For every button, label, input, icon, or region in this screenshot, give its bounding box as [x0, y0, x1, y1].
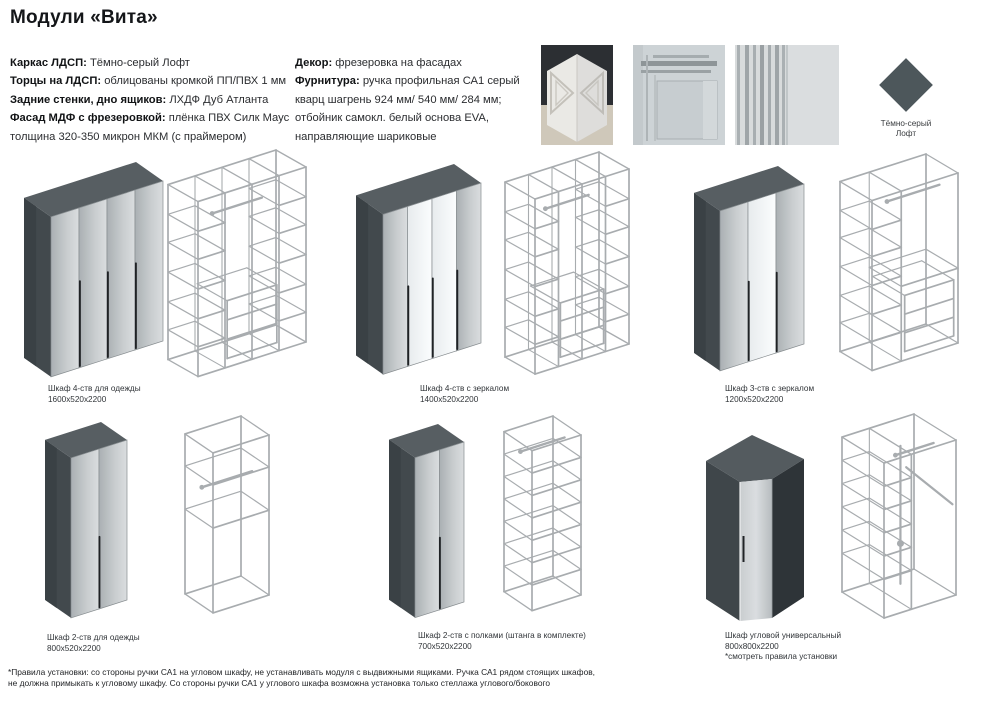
product-label: Шкаф 4-ств для одежды 1600х520х2200 — [48, 384, 141, 404]
wardrobe-2door-frame-figure — [183, 414, 271, 615]
wardrobe-corner-frame-figure — [840, 412, 958, 621]
wardrobe-3door-mirror-frame-figure — [838, 152, 960, 373]
spec-line: Декор: фрезеровка на фасадах — [295, 57, 462, 69]
wardrobe-2door-shelves-solid-figure — [387, 422, 466, 620]
wardrobe-2door-solid-figure — [43, 420, 129, 620]
footnote-line-1: *Правила установки: со стороны ручки СА1 на угловом шкафу, не устанавливать модуля с выдвижными ящиками. Ручка СА1 рядом стоящих шкафов, — [8, 667, 595, 677]
wardrobe-4door-mirror-solid-figure — [354, 162, 483, 377]
product-label: Шкаф 2-ств с полками (штанга в комплекте) 700х520х2200 — [418, 631, 586, 651]
color-swatch-label: Тёмно-серый Лофт — [880, 119, 932, 138]
spec-line: Каркас ЛДСП: Тёмно-серый Лофт — [10, 57, 190, 69]
wardrobe-4door-solid-figure — [22, 160, 165, 379]
product-note: *смотреть правила установки — [725, 652, 838, 661]
spec-line: Фурнитура: ручка профильная СА1 серый кварц шагрень 924 мм/ 540 мм/ 284 мм; отбойник самокл. белый основа EVA, направляющие шариковые — [295, 75, 520, 143]
wardrobe-3door-mirror-solid-figure — [692, 164, 806, 373]
wardrobe-corner-solid-figure — [700, 421, 810, 623]
wardrobe-4door-frame-figure — [166, 148, 308, 379]
specs-right-column — [295, 54, 523, 146]
facade-milling-photo-1 — [541, 45, 613, 145]
wardrobe-2door-shelves-frame-figure — [502, 414, 583, 613]
color-swatch-diamond — [876, 55, 936, 115]
facade-milling-photo-2 — [633, 45, 725, 145]
product-label: Шкаф угловой универсальный 800х800х2200 *смотреть правила установки — [725, 631, 842, 661]
footnote-line-2: не должна примыкать к угловому шкафу. Со стороны ручки СА1 у углового шкафа возможна установка только стеллажа углового/бокового — [8, 678, 551, 688]
page-title: Модули «Вита» — [10, 7, 158, 28]
wardrobe-4door-mirror-frame-figure — [503, 150, 631, 377]
spec-line: Фасад МДФ с фрезеровкой: плёнка ПВХ Силк Маус толщина 320-350 микрон МКМ (с праймером) — [10, 112, 290, 143]
spec-line: Задние стенки, дно ящиков: ЛХДФ Дуб Атланта — [10, 93, 269, 106]
product-label: Шкаф 3-ств с зеркалом 1200х520х2200 — [725, 384, 815, 404]
facade-milling-photo-3 — [735, 45, 839, 145]
product-label: Шкаф 2-ств для одежды 800х520х2200 — [47, 633, 140, 653]
product-label: Шкаф 4-ств с зеркалом 1400х520х2200 — [420, 384, 510, 404]
specs-left-column — [10, 54, 302, 146]
spec-line: Торцы на ЛДСП: облицованы кромкой ПП/ПВХ 1 мм — [10, 75, 287, 88]
